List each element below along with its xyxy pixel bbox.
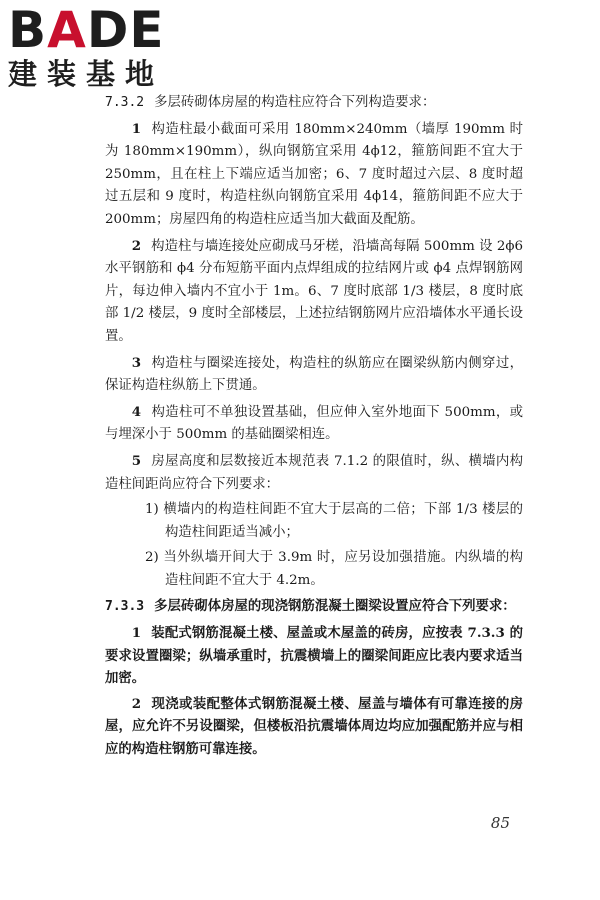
clause-text: 装配式钢筋混凝土楼、屋盖或木屋盖的砖房，应按表 7.3.3 的要求设置圈梁；纵墙承重时，抗震横墙上的圈梁间距应比表内要求适当加密。 (105, 625, 523, 687)
clause-number: 3 (131, 354, 142, 371)
logo (8, 1, 183, 91)
clause-number: 4 (131, 403, 142, 420)
clause-text: 构造柱与圈梁连接处，构造柱的纵筋应在圈梁纵筋内侧穿过，保证构造柱纵筋上下贯通。 (105, 355, 523, 394)
clause-text: 构造柱可不单独设置基础，但应伸入室外地面下 500mm，或与埋深小于 500mm 的基础圈梁相连。 (105, 404, 523, 443)
logo-wordmark: B A DE (8, 1, 165, 59)
section-number: 7.3.2 (105, 95, 145, 110)
section-number: 7.3.3 (105, 599, 145, 615)
page-number: 85 (490, 814, 510, 832)
clause-item (105, 235, 523, 349)
clause-text: 构造柱与墙连接处应砌成马牙槎，沿墙高每隔 500mm 设 2ϕ6 水平钢筋和 ϕ4 分布短筋平面内点焊组成的拉结网片或 ϕ4 点焊钢筋网片，每边伸入墙内不宜小于 1m。6、7 度时底部 1/3 楼层，8 度时底部 1/2 楼层，9 度时全部楼层，上述拉结钢筋网片应沿墙体水平通长设置。 (105, 238, 523, 344)
clause-item (105, 693, 523, 761)
clause-item (105, 622, 523, 690)
section-title: 多层砖砌体房屋的现浇钢筋混凝土圈梁设置应符合下列要求： (154, 598, 516, 615)
sub-clause-text: 当外纵墙开间大于 3.9m 时，应另设加强措施。内纵墙的构造柱间距不宜大于 4.2m。 (163, 550, 523, 588)
clause-number: 2 (131, 695, 142, 712)
section-heading-7-3-3 (105, 595, 523, 619)
section-heading-7-3-2 (105, 92, 523, 115)
clause-text: 现浇或装配整体式钢筋混凝土楼、屋盖与墙体有可靠连接的房屋，应允许不另设圈梁，但楼板沿抗震墙体周边均应加强配筋并应与相应的构造柱钢筋可靠连接。 (105, 695, 523, 758)
clause-text: 房屋高度和层数接近本规范表 7.1.2 的限值时，纵、横墙内构造柱间距尚应符合下列要求： (105, 453, 523, 492)
sub-clause-number: 2) (145, 550, 159, 566)
clause-number: 2 (131, 237, 142, 254)
logo-subtitle: 建装基地 (8, 57, 165, 91)
clause-item (105, 118, 523, 232)
sub-clause-number: 1) (145, 502, 159, 518)
clause-item (105, 401, 523, 447)
logo-accent-letter: A (47, 1, 87, 59)
clause-number: 1 (131, 625, 142, 642)
clause-item (105, 450, 523, 496)
sub-clause-text: 横墙内的构造柱间距不宜大于层高的二倍；下部 1/3 楼层的构造柱间距适当减小； (163, 502, 523, 540)
document-body (105, 92, 523, 764)
clause-text: 构造柱最小截面可采用 180mm×240mm（墙厚 190mm 时为 180mm×190mm），纵向钢筋宜采用 4ϕ12，箍筋间距不宜大于 250mm，且在柱上下端应适当加密；6、7 度时超过六层、8 度时超过五层和 9 度时，构造柱纵向钢筋宜采用 4ϕ14，箍筋间距不应大于 200mm；房屋四角的构造柱应适当加大截面及配筋。 (105, 121, 523, 227)
sub-clause-item (105, 547, 523, 592)
sub-clause-item (105, 499, 523, 544)
section-title: 多层砖砌体房屋的构造柱应符合下列构造要求： (154, 95, 436, 110)
clause-number: 5 (131, 452, 142, 469)
clause-number: 1 (131, 120, 142, 137)
clause-item (105, 352, 523, 398)
